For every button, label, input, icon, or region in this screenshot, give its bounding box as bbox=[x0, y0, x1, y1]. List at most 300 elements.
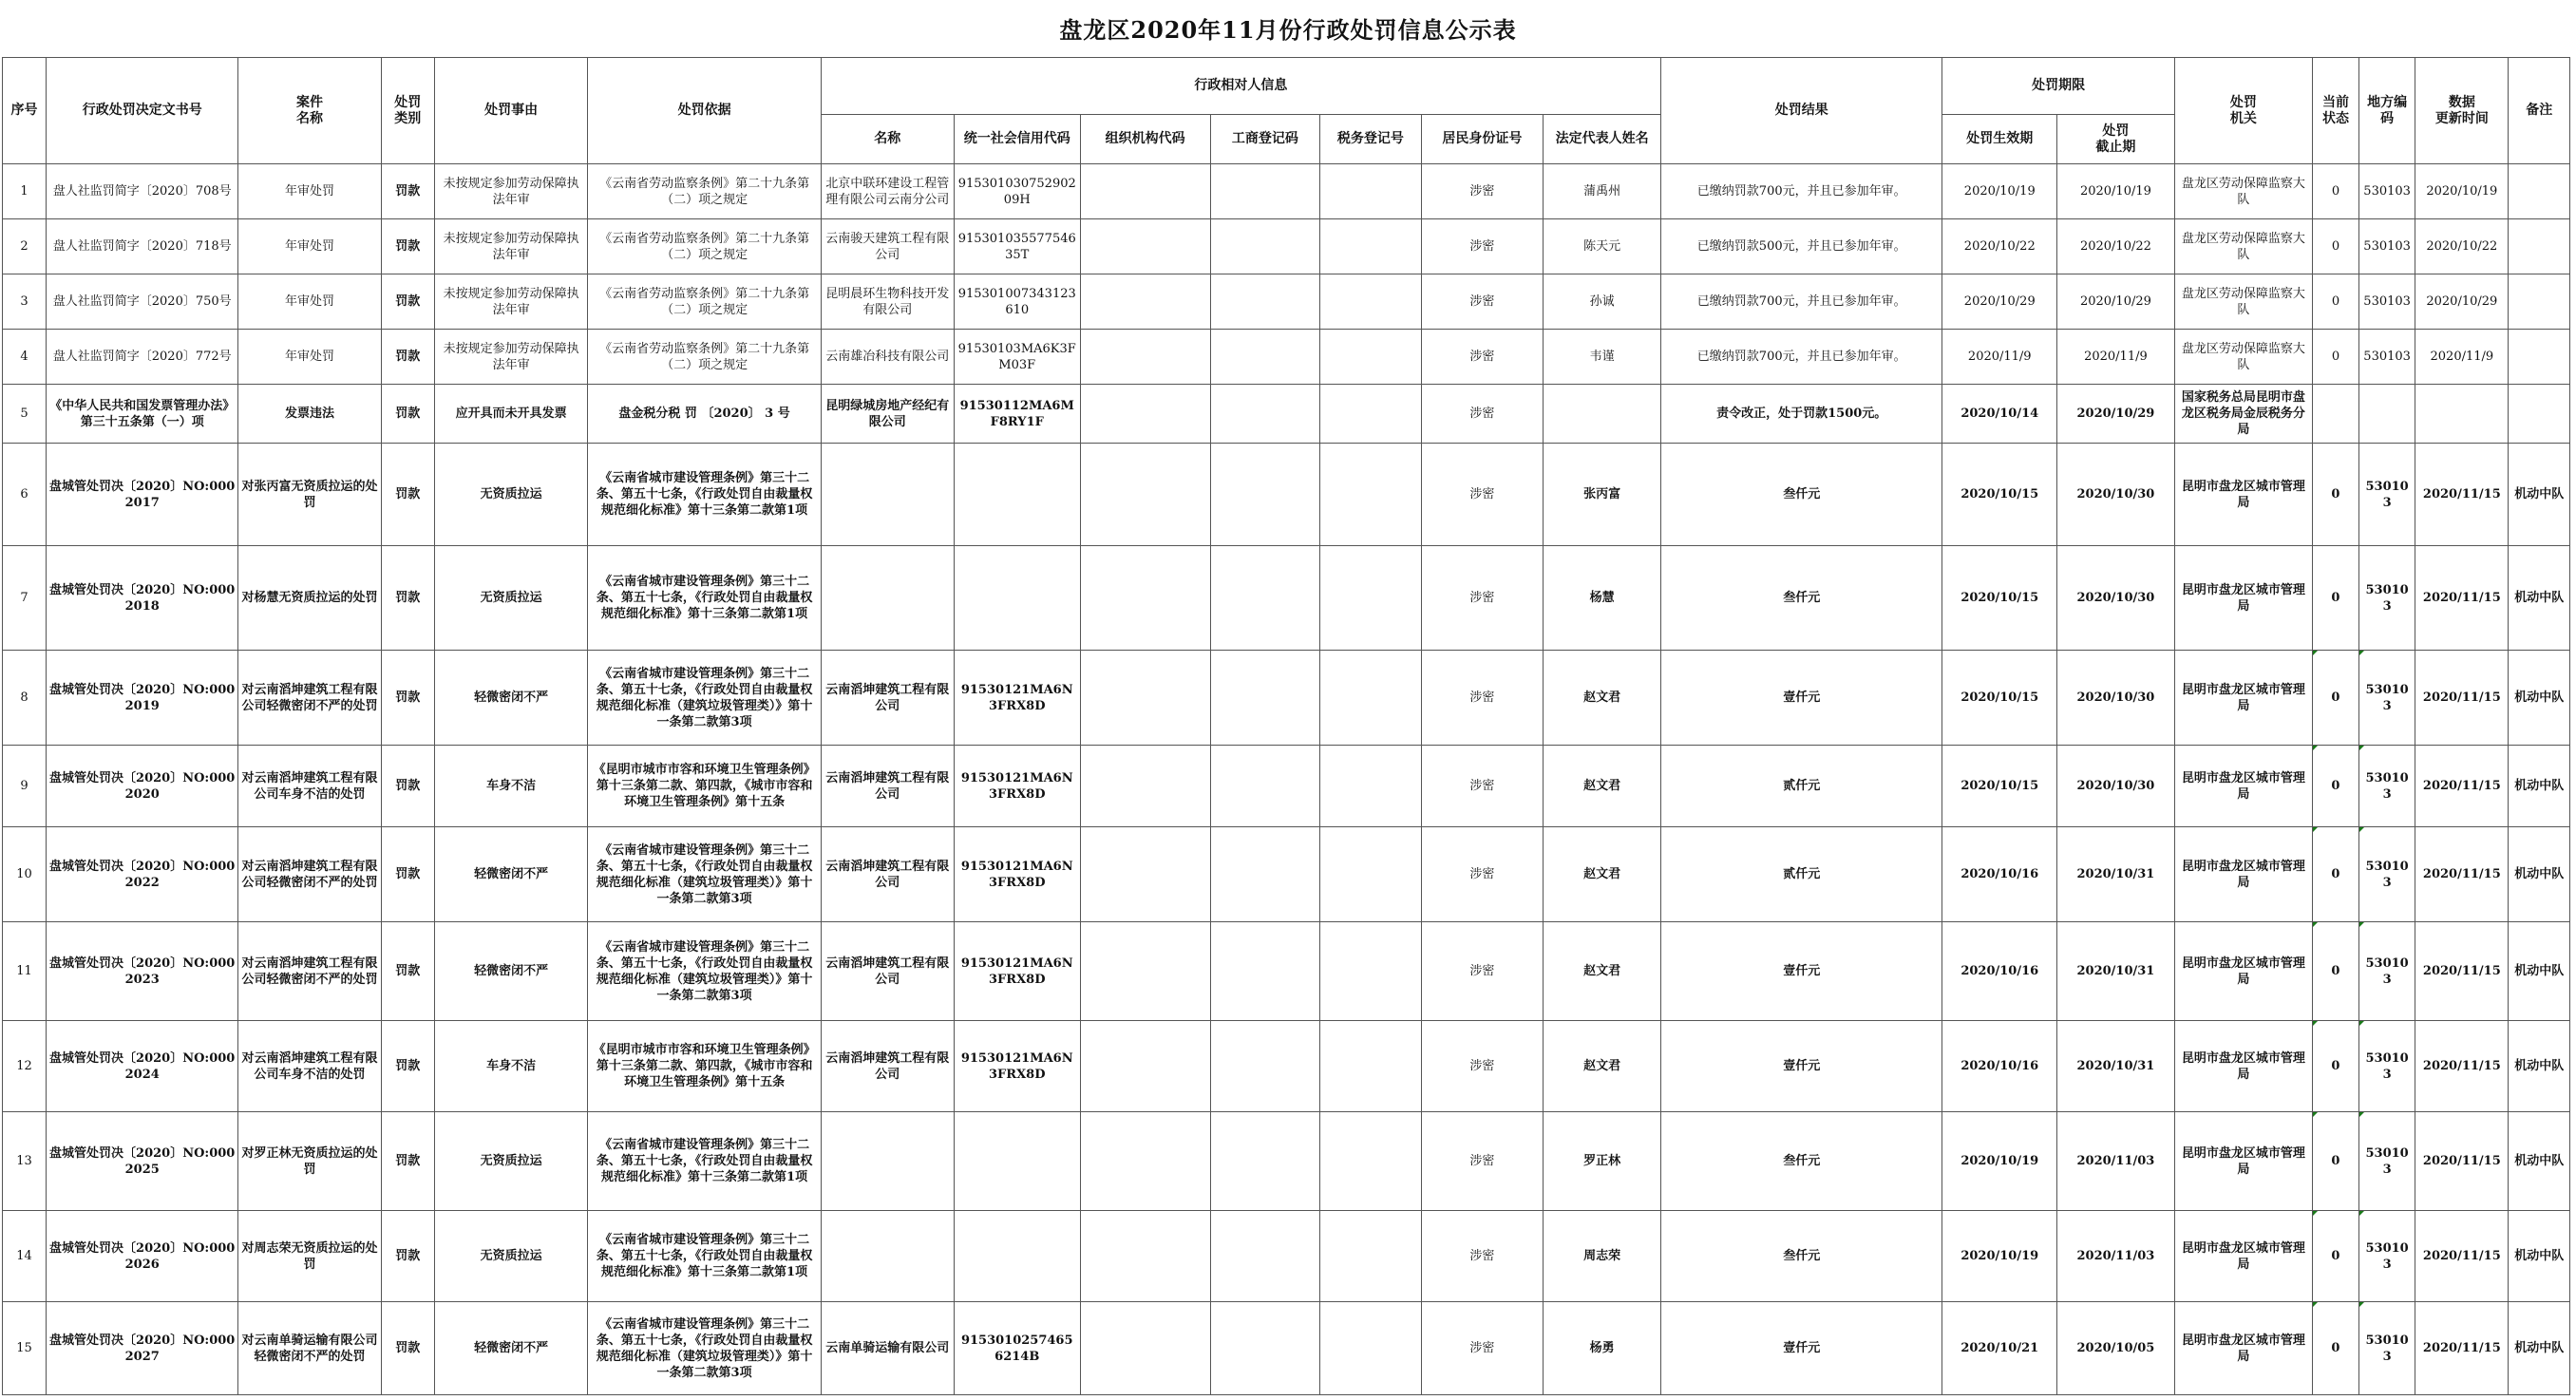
cell-result: 壹仟元 bbox=[1660, 1021, 1941, 1112]
cell-reason: 车身不洁 bbox=[434, 746, 588, 827]
cell-cp-legal: 韦谨 bbox=[1544, 330, 1661, 385]
header-result: 处罚结果 bbox=[1660, 58, 1941, 164]
cell-updated: 2020/10/22 bbox=[2415, 219, 2509, 274]
table-row bbox=[3, 274, 2570, 330]
cell-cp-legal bbox=[1544, 385, 1661, 444]
cell-cp-credit: 91530121MA6N3FRX8D bbox=[954, 651, 1080, 746]
cell-basis: 《云南省城市建设管理条例》第三十二条、第五十七条，《行政处罚自由裁量权规范细化标准》第十三条第二款第1项 bbox=[588, 1112, 821, 1211]
cell-category: 罚款 bbox=[381, 746, 434, 827]
cell-remark: 机动中队 bbox=[2509, 546, 2570, 651]
table-row bbox=[3, 164, 2570, 219]
cell-cp-id: 涉密 bbox=[1421, 274, 1544, 330]
cell-cp-id: 涉密 bbox=[1421, 219, 1544, 274]
cell-result: 贰仟元 bbox=[1660, 746, 1941, 827]
cell-cp-legal: 孙诚 bbox=[1544, 274, 1661, 330]
cell-result: 已缴纳罚款700元，并且已参加年审。 bbox=[1660, 164, 1941, 219]
cell-period-end: 2020/10/30 bbox=[2057, 651, 2175, 746]
cell-period-end: 2020/10/31 bbox=[2057, 827, 2175, 922]
table-row bbox=[3, 385, 2570, 444]
cell-cp-tax bbox=[1320, 651, 1421, 746]
cell-cp-biz bbox=[1210, 385, 1320, 444]
cell-case-name: 对云南滔坤建筑工程有限公司车身不洁的处罚 bbox=[238, 1021, 381, 1112]
cell-status bbox=[2312, 385, 2358, 444]
cell-region: 530103 bbox=[2358, 330, 2415, 385]
cell-period-start: 2020/11/9 bbox=[1942, 330, 2057, 385]
cell-doc-no: 盘城管处罚决〔2020〕NO:0002023 bbox=[47, 922, 238, 1021]
cell-authority: 盘龙区劳动保障监察大队 bbox=[2174, 219, 2312, 274]
cell-remark: 机动中队 bbox=[2509, 651, 2570, 746]
cell-cp-credit: 91530102574656214B bbox=[954, 1302, 1080, 1395]
cell-status: 0 bbox=[2312, 444, 2358, 546]
cell-cp-tax bbox=[1320, 274, 1421, 330]
cell-cp-credit bbox=[954, 546, 1080, 651]
cell-cp-credit: 91530121MA6N3FRX8D bbox=[954, 746, 1080, 827]
cell-category: 罚款 bbox=[381, 1302, 434, 1395]
cell-period-start: 2020/10/15 bbox=[1942, 746, 2057, 827]
cell-reason: 无资质拉运 bbox=[434, 546, 588, 651]
cell-basis: 《云南省城市建设管理条例》第三十二条、第五十七条，《行政处罚自由裁量权规范细化标准》第十三条第二款第1项 bbox=[588, 1211, 821, 1302]
cell-reason: 无资质拉运 bbox=[434, 444, 588, 546]
cell-doc-no: 盘城管处罚决〔2020〕NO:0002018 bbox=[47, 546, 238, 651]
cell-cp-credit bbox=[954, 1211, 1080, 1302]
cell-status: 0 bbox=[2312, 922, 2358, 1021]
cell-reason: 未按规定参加劳动保障执法年审 bbox=[434, 330, 588, 385]
cell-case-name: 对张丙富无资质拉运的处罚 bbox=[238, 444, 381, 546]
cell-category: 罚款 bbox=[381, 1211, 434, 1302]
header-case-name: 案件 名称 bbox=[238, 58, 381, 164]
cell-remark bbox=[2509, 164, 2570, 219]
cell-reason: 未按规定参加劳动保障执法年审 bbox=[434, 164, 588, 219]
cell-reason: 车身不洁 bbox=[434, 1021, 588, 1112]
cell-period-end: 2020/10/30 bbox=[2057, 444, 2175, 546]
cell-result: 叁仟元 bbox=[1660, 1112, 1941, 1211]
cell-doc-no: 盘城管处罚决〔2020〕NO:0002027 bbox=[47, 1302, 238, 1395]
cell-category: 罚款 bbox=[381, 330, 434, 385]
cell-updated: 2020/11/15 bbox=[2415, 827, 2509, 922]
cell-region: 530103 bbox=[2358, 651, 2415, 746]
cell-cp-name: 北京中联环建设工程管理有限公司云南分公司 bbox=[821, 164, 954, 219]
cell-doc-no: 盘城管处罚决〔2020〕NO:0002019 bbox=[47, 651, 238, 746]
cell-case-name: 发票违法 bbox=[238, 385, 381, 444]
header-counterparty-group: 行政相对人信息 bbox=[821, 58, 1660, 115]
cell-doc-no: 盘城管处罚决〔2020〕NO:0002024 bbox=[47, 1021, 238, 1112]
cell-category: 罚款 bbox=[381, 444, 434, 546]
cell-doc-no: 盘城管处罚决〔2020〕NO:0002020 bbox=[47, 746, 238, 827]
cell-period-end: 2020/10/29 bbox=[2057, 385, 2175, 444]
cell-cp-org bbox=[1080, 385, 1210, 444]
cell-reason: 应开具而未开具发票 bbox=[434, 385, 588, 444]
cell-case-name: 对罗正林无资质拉运的处罚 bbox=[238, 1112, 381, 1211]
cell-period-start: 2020/10/19 bbox=[1942, 1211, 2057, 1302]
cell-cp-id: 涉密 bbox=[1421, 385, 1544, 444]
cell-authority: 盘龙区劳动保障监察大队 bbox=[2174, 330, 2312, 385]
cell-seq: 9 bbox=[3, 746, 47, 827]
cell-period-start: 2020/10/15 bbox=[1942, 546, 2057, 651]
cell-cp-biz bbox=[1210, 1302, 1320, 1395]
cell-region: 530103 bbox=[2358, 1021, 2415, 1112]
header-category: 处罚 类别 bbox=[381, 58, 434, 164]
cell-remark: 机动中队 bbox=[2509, 827, 2570, 922]
cell-region: 530103 bbox=[2358, 827, 2415, 922]
cell-category: 罚款 bbox=[381, 827, 434, 922]
cell-cp-biz bbox=[1210, 922, 1320, 1021]
cell-cp-name: 云南滔坤建筑工程有限公司 bbox=[821, 746, 954, 827]
cell-cp-tax bbox=[1320, 1021, 1421, 1112]
table-row bbox=[3, 1211, 2570, 1302]
cell-status: 0 bbox=[2312, 164, 2358, 219]
cell-cp-name bbox=[821, 1112, 954, 1211]
cell-remark: 机动中队 bbox=[2509, 1211, 2570, 1302]
cell-cp-id: 涉密 bbox=[1421, 1021, 1544, 1112]
cell-period-start: 2020/10/19 bbox=[1942, 1112, 2057, 1211]
cell-cp-id: 涉密 bbox=[1421, 827, 1544, 922]
cell-authority: 昆明市盘龙区城市管理局 bbox=[2174, 651, 2312, 746]
cell-basis: 《云南省城市建设管理条例》第三十二条、第五十七条，《行政处罚自由裁量权规范细化标准》第十三条第二款第1项 bbox=[588, 444, 821, 546]
cell-authority: 昆明市盘龙区城市管理局 bbox=[2174, 1211, 2312, 1302]
cell-status: 0 bbox=[2312, 274, 2358, 330]
cell-cp-name: 云南滔坤建筑工程有限公司 bbox=[821, 1021, 954, 1112]
cell-cp-id: 涉密 bbox=[1421, 330, 1544, 385]
cell-cp-legal: 陈天元 bbox=[1544, 219, 1661, 274]
cell-category: 罚款 bbox=[381, 274, 434, 330]
cell-case-name: 对周志荣无资质拉运的处罚 bbox=[238, 1211, 381, 1302]
header-authority: 处罚 机关 bbox=[2174, 58, 2312, 164]
cell-status: 0 bbox=[2312, 546, 2358, 651]
cell-cp-id: 涉密 bbox=[1421, 922, 1544, 1021]
cell-cp-credit bbox=[954, 444, 1080, 546]
cell-doc-no: 盘城管处罚决〔2020〕NO:0002022 bbox=[47, 827, 238, 922]
cell-case-name: 对云南滔坤建筑工程有限公司轻微密闭不严的处罚 bbox=[238, 827, 381, 922]
cell-case-name: 对杨慧无资质拉运的处罚 bbox=[238, 546, 381, 651]
cell-seq: 4 bbox=[3, 330, 47, 385]
cell-status: 0 bbox=[2312, 1112, 2358, 1211]
cell-period-end: 2020/11/03 bbox=[2057, 1211, 2175, 1302]
header-cp-name: 名称 bbox=[821, 115, 954, 164]
cell-case-name: 年审处罚 bbox=[238, 274, 381, 330]
table-row bbox=[3, 827, 2570, 922]
cell-cp-biz bbox=[1210, 1211, 1320, 1302]
cell-result: 贰仟元 bbox=[1660, 827, 1941, 922]
cell-updated: 2020/11/15 bbox=[2415, 1112, 2509, 1211]
cell-region bbox=[2358, 385, 2415, 444]
cell-seq: 11 bbox=[3, 922, 47, 1021]
cell-cp-tax bbox=[1320, 1302, 1421, 1395]
cell-case-name: 年审处罚 bbox=[238, 219, 381, 274]
cell-result: 壹仟元 bbox=[1660, 651, 1941, 746]
cell-basis: 《云南省劳动监察条例》第二十九条第（二）项之规定 bbox=[588, 164, 821, 219]
cell-cp-credit: 915301007343123610 bbox=[954, 274, 1080, 330]
cell-cp-credit bbox=[954, 1112, 1080, 1211]
cell-status: 0 bbox=[2312, 1211, 2358, 1302]
cell-basis: 《昆明市城市市容和环境卫生管理条例》第十三条第二款、第四款，《城市市容和环境卫生管理条例》第十五条 bbox=[588, 746, 821, 827]
cell-result: 叁仟元 bbox=[1660, 546, 1941, 651]
cell-cp-biz bbox=[1210, 546, 1320, 651]
header-cp-credit: 统一社会信用代码 bbox=[954, 115, 1080, 164]
cell-result: 已缴纳罚款500元，并且已参加年审。 bbox=[1660, 219, 1941, 274]
cell-remark: 机动中队 bbox=[2509, 1112, 2570, 1211]
cell-period-end: 2020/10/31 bbox=[2057, 1021, 2175, 1112]
header-basis: 处罚依据 bbox=[588, 58, 821, 164]
penalty-table bbox=[2, 57, 2570, 1395]
cell-cp-org bbox=[1080, 546, 1210, 651]
header-period-start: 处罚生效期 bbox=[1942, 115, 2057, 164]
cell-cp-org bbox=[1080, 444, 1210, 546]
table-row bbox=[3, 444, 2570, 546]
cell-period-end: 2020/10/30 bbox=[2057, 746, 2175, 827]
cell-period-start: 2020/10/14 bbox=[1942, 385, 2057, 444]
cell-cp-legal: 杨勇 bbox=[1544, 1302, 1661, 1395]
cell-status: 0 bbox=[2312, 219, 2358, 274]
cell-status: 0 bbox=[2312, 746, 2358, 827]
cell-category: 罚款 bbox=[381, 385, 434, 444]
cell-cp-id: 涉密 bbox=[1421, 1302, 1544, 1395]
cell-reason: 轻微密闭不严 bbox=[434, 827, 588, 922]
page-title: 盘龙区2020年11月份行政处罚信息公示表 bbox=[1059, 16, 1517, 44]
cell-category: 罚款 bbox=[381, 219, 434, 274]
header-doc-no: 行政处罚决定文书号 bbox=[47, 58, 238, 164]
cell-cp-credit: 91530121MA6N3FRX8D bbox=[954, 922, 1080, 1021]
cell-cp-org bbox=[1080, 1021, 1210, 1112]
cell-cp-org bbox=[1080, 651, 1210, 746]
cell-doc-no: 盘人社监罚简字〔2020〕708号 bbox=[47, 164, 238, 219]
cell-category: 罚款 bbox=[381, 651, 434, 746]
cell-period-start: 2020/10/22 bbox=[1942, 219, 2057, 274]
cell-cp-org bbox=[1080, 1211, 1210, 1302]
cell-basis: 《云南省城市建设管理条例》第三十二条、第五十七条，《行政处罚自由裁量权规范细化标准》第十三条第二款第1项 bbox=[588, 546, 821, 651]
cell-cp-legal: 赵文君 bbox=[1544, 746, 1661, 827]
cell-reason: 轻微密闭不严 bbox=[434, 651, 588, 746]
table-row bbox=[3, 1021, 2570, 1112]
cell-authority: 昆明市盘龙区城市管理局 bbox=[2174, 1021, 2312, 1112]
cell-period-end: 2020/11/9 bbox=[2057, 330, 2175, 385]
cell-category: 罚款 bbox=[381, 546, 434, 651]
cell-status: 0 bbox=[2312, 330, 2358, 385]
cell-cp-tax bbox=[1320, 385, 1421, 444]
cell-category: 罚款 bbox=[381, 1112, 434, 1211]
cell-seq: 7 bbox=[3, 546, 47, 651]
cell-updated: 2020/11/15 bbox=[2415, 546, 2509, 651]
cell-remark: 机动中队 bbox=[2509, 1021, 2570, 1112]
cell-case-name: 年审处罚 bbox=[238, 330, 381, 385]
cell-cp-legal: 赵文君 bbox=[1544, 922, 1661, 1021]
cell-seq: 6 bbox=[3, 444, 47, 546]
cell-basis: 《云南省城市建设管理条例》第三十二条、第五十七条，《行政处罚自由裁量权规范细化标准（建筑垃圾管理类）》第十一条第二款第3项 bbox=[588, 922, 821, 1021]
cell-cp-name bbox=[821, 1211, 954, 1302]
cell-cp-tax bbox=[1320, 444, 1421, 546]
cell-cp-tax bbox=[1320, 827, 1421, 922]
cell-status: 0 bbox=[2312, 651, 2358, 746]
cell-cp-id: 涉密 bbox=[1421, 651, 1544, 746]
cell-cp-name: 昆明晨环生物科技开发有限公司 bbox=[821, 274, 954, 330]
cell-cp-tax bbox=[1320, 164, 1421, 219]
cell-result: 壹仟元 bbox=[1660, 922, 1941, 1021]
cell-cp-credit: 91530103MA6K3FM03F bbox=[954, 330, 1080, 385]
cell-cp-org bbox=[1080, 164, 1210, 219]
cell-result: 已缴纳罚款700元，并且已参加年审。 bbox=[1660, 274, 1941, 330]
cell-seq: 8 bbox=[3, 651, 47, 746]
cell-remark: 机动中队 bbox=[2509, 444, 2570, 546]
cell-cp-name: 云南雄冶科技有限公司 bbox=[821, 330, 954, 385]
cell-reason: 未按规定参加劳动保障执法年审 bbox=[434, 274, 588, 330]
table-row bbox=[3, 219, 2570, 274]
table-row bbox=[3, 651, 2570, 746]
header-cp-id: 居民身份证号 bbox=[1421, 115, 1544, 164]
cell-period-start: 2020/10/21 bbox=[1942, 1302, 2057, 1395]
cell-cp-biz bbox=[1210, 1112, 1320, 1211]
cell-cp-legal: 张丙富 bbox=[1544, 444, 1661, 546]
cell-updated: 2020/11/15 bbox=[2415, 444, 2509, 546]
header-remark: 备注 bbox=[2509, 58, 2570, 164]
cell-period-start: 2020/10/29 bbox=[1942, 274, 2057, 330]
cell-cp-biz bbox=[1210, 219, 1320, 274]
cell-cp-name: 云南骏天建筑工程有限公司 bbox=[821, 219, 954, 274]
cell-result: 责令改正，处于罚款1500元。 bbox=[1660, 385, 1941, 444]
cell-cp-biz bbox=[1210, 746, 1320, 827]
cell-period-start: 2020/10/16 bbox=[1942, 1021, 2057, 1112]
cell-authority: 昆明市盘龙区城市管理局 bbox=[2174, 444, 2312, 546]
cell-reason: 无资质拉运 bbox=[434, 1211, 588, 1302]
header-status: 当前 状态 bbox=[2312, 58, 2358, 164]
cell-status: 0 bbox=[2312, 1302, 2358, 1395]
cell-category: 罚款 bbox=[381, 922, 434, 1021]
cell-period-end: 2020/10/31 bbox=[2057, 922, 2175, 1021]
cell-cp-credit: 91530112MA6MF8RY1F bbox=[954, 385, 1080, 444]
cell-region: 530103 bbox=[2358, 1112, 2415, 1211]
cell-cp-legal: 赵文君 bbox=[1544, 1021, 1661, 1112]
cell-cp-id: 涉密 bbox=[1421, 164, 1544, 219]
cell-cp-legal: 杨慧 bbox=[1544, 546, 1661, 651]
cell-region: 530103 bbox=[2358, 444, 2415, 546]
cell-doc-no: 盘城管处罚决〔2020〕NO:0002026 bbox=[47, 1211, 238, 1302]
cell-updated bbox=[2415, 385, 2509, 444]
header-period-end: 处罚 截止期 bbox=[2057, 115, 2175, 164]
table-row bbox=[3, 546, 2570, 651]
cell-period-start: 2020/10/16 bbox=[1942, 922, 2057, 1021]
cell-result: 叁仟元 bbox=[1660, 1211, 1941, 1302]
cell-cp-tax bbox=[1320, 746, 1421, 827]
cell-period-start: 2020/10/15 bbox=[1942, 444, 2057, 546]
cell-region: 530103 bbox=[2358, 274, 2415, 330]
cell-remark: 机动中队 bbox=[2509, 746, 2570, 827]
table-row bbox=[3, 330, 2570, 385]
cell-cp-legal: 赵文君 bbox=[1544, 651, 1661, 746]
cell-cp-name bbox=[821, 444, 954, 546]
cell-basis: 盘金税分税 罚 〔2020〕 3 号 bbox=[588, 385, 821, 444]
cell-period-end: 2020/10/05 bbox=[2057, 1302, 2175, 1395]
cell-period-end: 2020/10/30 bbox=[2057, 546, 2175, 651]
table-row bbox=[3, 1112, 2570, 1211]
cell-authority: 昆明市盘龙区城市管理局 bbox=[2174, 922, 2312, 1021]
cell-cp-biz bbox=[1210, 827, 1320, 922]
cell-seq: 5 bbox=[3, 385, 47, 444]
cell-case-name: 对云南滔坤建筑工程有限公司车身不洁的处罚 bbox=[238, 746, 381, 827]
cell-cp-tax bbox=[1320, 330, 1421, 385]
cell-cp-org bbox=[1080, 1302, 1210, 1395]
table-row bbox=[3, 1302, 2570, 1395]
cell-cp-tax bbox=[1320, 1112, 1421, 1211]
cell-basis: 《云南省城市建设管理条例》第三十二条、第五十七条，《行政处罚自由裁量权规范细化标准（建筑垃圾管理类）》第十一条第二款第3项 bbox=[588, 827, 821, 922]
cell-basis: 《昆明市城市市容和环境卫生管理条例》第十三条第二款、第四款，《城市市容和环境卫生管理条例》第十五条 bbox=[588, 1021, 821, 1112]
cell-cp-org bbox=[1080, 330, 1210, 385]
cell-authority: 昆明市盘龙区城市管理局 bbox=[2174, 746, 2312, 827]
cell-region: 530103 bbox=[2358, 1302, 2415, 1395]
cell-cp-biz bbox=[1210, 164, 1320, 219]
cell-reason: 轻微密闭不严 bbox=[434, 1302, 588, 1395]
cell-reason: 无资质拉运 bbox=[434, 1112, 588, 1211]
cell-cp-biz bbox=[1210, 651, 1320, 746]
cell-period-end: 2020/10/29 bbox=[2057, 274, 2175, 330]
cell-cp-org bbox=[1080, 746, 1210, 827]
cell-cp-id: 涉密 bbox=[1421, 746, 1544, 827]
cell-case-name: 年审处罚 bbox=[238, 164, 381, 219]
cell-region: 530103 bbox=[2358, 922, 2415, 1021]
cell-doc-no: 盘人社监罚简字〔2020〕750号 bbox=[47, 274, 238, 330]
cell-cp-credit: 91530103075290209H bbox=[954, 164, 1080, 219]
cell-category: 罚款 bbox=[381, 164, 434, 219]
cell-seq: 15 bbox=[3, 1302, 47, 1395]
cell-basis: 《云南省城市建设管理条例》第三十二条、第五十七条，《行政处罚自由裁量权规范细化标准（建筑垃圾管理类）》第十一条第二款第3项 bbox=[588, 1302, 821, 1395]
header-cp-tax: 税务登记号 bbox=[1320, 115, 1421, 164]
cell-cp-org bbox=[1080, 219, 1210, 274]
cell-seq: 13 bbox=[3, 1112, 47, 1211]
cell-period-end: 2020/10/19 bbox=[2057, 164, 2175, 219]
cell-remark: 机动中队 bbox=[2509, 1302, 2570, 1395]
cell-basis: 《云南省劳动监察条例》第二十九条第（二）项之规定 bbox=[588, 274, 821, 330]
cell-authority: 昆明市盘龙区城市管理局 bbox=[2174, 1302, 2312, 1395]
cell-result: 已缴纳罚款700元，并且已参加年审。 bbox=[1660, 330, 1941, 385]
cell-cp-legal: 周志荣 bbox=[1544, 1211, 1661, 1302]
cell-updated: 2020/11/15 bbox=[2415, 1302, 2509, 1395]
cell-region: 530103 bbox=[2358, 546, 2415, 651]
cell-cp-credit: 91530121MA6N3FRX8D bbox=[954, 1021, 1080, 1112]
cell-period-end: 2020/11/03 bbox=[2057, 1112, 2175, 1211]
cell-remark bbox=[2509, 219, 2570, 274]
cell-basis: 《云南省城市建设管理条例》第三十二条、第五十七条，《行政处罚自由裁量权规范细化标准（建筑垃圾管理类）》第十一条第二款第3项 bbox=[588, 651, 821, 746]
cell-updated: 2020/10/29 bbox=[2415, 274, 2509, 330]
cell-region: 530103 bbox=[2358, 164, 2415, 219]
cell-period-start: 2020/10/15 bbox=[1942, 651, 2057, 746]
cell-cp-name: 云南滔坤建筑工程有限公司 bbox=[821, 827, 954, 922]
cell-cp-name: 昆明绿城房地产经纪有限公司 bbox=[821, 385, 954, 444]
cell-updated: 2020/10/19 bbox=[2415, 164, 2509, 219]
cell-remark: 机动中队 bbox=[2509, 922, 2570, 1021]
cell-reason: 未按规定参加劳动保障执法年审 bbox=[434, 219, 588, 274]
cell-cp-name: 云南滔坤建筑工程有限公司 bbox=[821, 922, 954, 1021]
cell-category: 罚款 bbox=[381, 1021, 434, 1112]
header-reason: 处罚事由 bbox=[434, 58, 588, 164]
header-updated: 数据 更新时间 bbox=[2415, 58, 2509, 164]
cell-case-name: 对云南滔坤建筑工程有限公司轻微密闭不严的处罚 bbox=[238, 922, 381, 1021]
cell-region: 530103 bbox=[2358, 219, 2415, 274]
cell-result: 叁仟元 bbox=[1660, 444, 1941, 546]
header-period-group: 处罚期限 bbox=[1942, 58, 2174, 115]
cell-case-name: 对云南滔坤建筑工程有限公司轻微密闭不严的处罚 bbox=[238, 651, 381, 746]
cell-region: 530103 bbox=[2358, 746, 2415, 827]
cell-seq: 1 bbox=[3, 164, 47, 219]
cell-cp-org bbox=[1080, 1112, 1210, 1211]
cell-cp-tax bbox=[1320, 219, 1421, 274]
cell-authority: 盘龙区劳动保障监察大队 bbox=[2174, 164, 2312, 219]
cell-cp-org bbox=[1080, 922, 1210, 1021]
cell-cp-id: 涉密 bbox=[1421, 444, 1544, 546]
cell-doc-no: 盘人社监罚简字〔2020〕772号 bbox=[47, 330, 238, 385]
cell-doc-no: 《中华人民共和国发票管理办法》第三十五条第（一）项 bbox=[47, 385, 238, 444]
cell-cp-legal: 罗正林 bbox=[1544, 1112, 1661, 1211]
cell-authority: 国家税务总局昆明市盘龙区税务局金辰税务分局 bbox=[2174, 385, 2312, 444]
cell-cp-legal: 蒲禹州 bbox=[1544, 164, 1661, 219]
cell-result: 壹仟元 bbox=[1660, 1302, 1941, 1395]
cell-doc-no: 盘城管处罚决〔2020〕NO:0002017 bbox=[47, 444, 238, 546]
